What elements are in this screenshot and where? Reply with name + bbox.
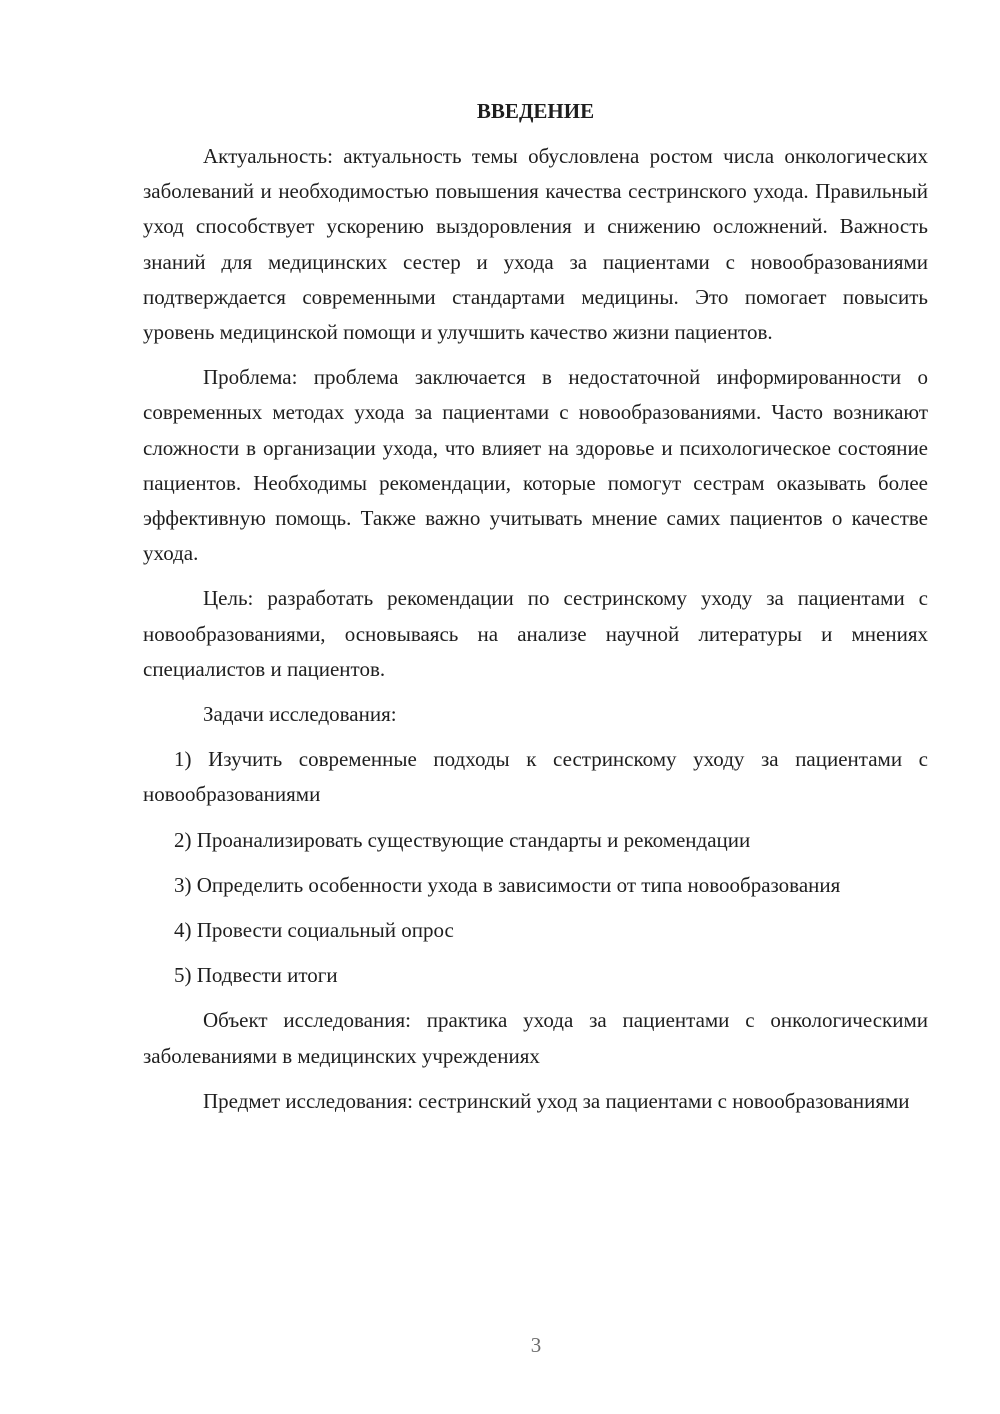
- subject-paragraph: Предмет исследования: сестринский уход за пациентами с новообразованиями: [203, 1088, 910, 1113]
- page-content: [143, 94, 928, 1129]
- page-number: 3: [530, 1333, 542, 1357]
- page-heading: ВВЕДЕНИЕ: [476, 99, 595, 123]
- object-paragraph: Объект исследования: практика ухода за пациентами с онкологическими заболеваниями в медицинских учреждениях: [143, 1008, 928, 1068]
- task-item-4: 4) Провести социальный опрос: [174, 918, 454, 943]
- task-item-1: 1) Изучить современные подходы к сестринскому уходу за пациентами с новообразованиями: [143, 747, 928, 807]
- problem-paragraph: Проблема: проблема заключается в недостаточной информированности о современных методах ухода за пациентами с новообразованиями. Часто возникают сложности в организации ухода, что влияет на здоровье и психологическое состояние пациентов. Необходимы рекомендации, которые помогут сестрам оказывать более эффективную помощь. Также важно учитывать мнение самих пациентов о качестве ухода.: [143, 365, 928, 566]
- tasks-title: Задачи исследования:: [203, 702, 397, 727]
- task-item-3: 3) Определить особенности ухода в зависимости от типа новообразования: [174, 872, 841, 897]
- goal-paragraph: Цель: разработать рекомендации по сестринскому уходу за пациентами с новообразованиями, основываясь на анализе научной литературы и мнениях специалистов и пациентов.: [143, 586, 928, 681]
- task-item-5: 5) Подвести итоги: [174, 963, 338, 988]
- task-item-2: 2) Проанализировать существующие стандарты и рекомендации: [174, 827, 751, 852]
- relevance-paragraph: Актуальность: актуальность темы обусловлена ростом числа онкологических заболеваний и необходимостью повышения качества сестринского ухода. Правильный уход способствует ускорению выздоровления и снижению осложнений. Важность знаний для медицинских сестер и ухода за пациентами с новообразованиями подтверждается современными стандартами медицины. Это помогает повысить уровень медицинской помощи и улучшить качество жизни пациентов.: [143, 144, 928, 345]
